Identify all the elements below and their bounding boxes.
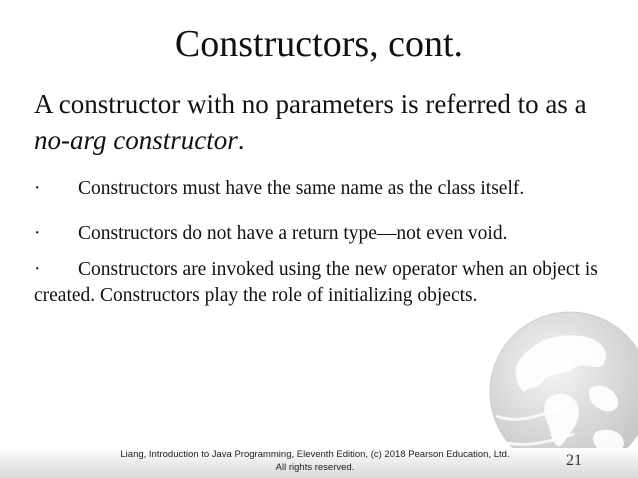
slide-title: Constructors, cont. [174, 23, 464, 65]
footer-copyright [120, 448, 510, 474]
bullet-item [34, 176, 619, 202]
intro-emphasis: no-arg constructor [34, 125, 238, 155]
page-number: 21 [566, 452, 582, 469]
bullet-text: Constructors are invoked using the new operator when an object is created. Constructors play the role of initializing objects. [34, 259, 598, 306]
intro-tail: . [237, 125, 245, 155]
bullet-text: Constructors do not have a return type—not even void. [78, 223, 508, 244]
footer-line-2: All rights reserved. [275, 462, 355, 473]
bullet-item [34, 221, 619, 247]
bullet-text: Constructors must have the same name as the class itself. [78, 178, 525, 199]
bullet-marker: · [34, 178, 41, 199]
intro-paragraph [34, 86, 624, 158]
bullet-marker: · [34, 223, 41, 244]
intro-line: A constructor with no parameters is referred to as a [34, 89, 587, 119]
footer-line-1: Liang, Introduction to Java Programming, Eleventh Edition, (c) 2018 Pearson Education, Ltd. [120, 449, 510, 460]
bullet-marker: · [34, 259, 41, 280]
